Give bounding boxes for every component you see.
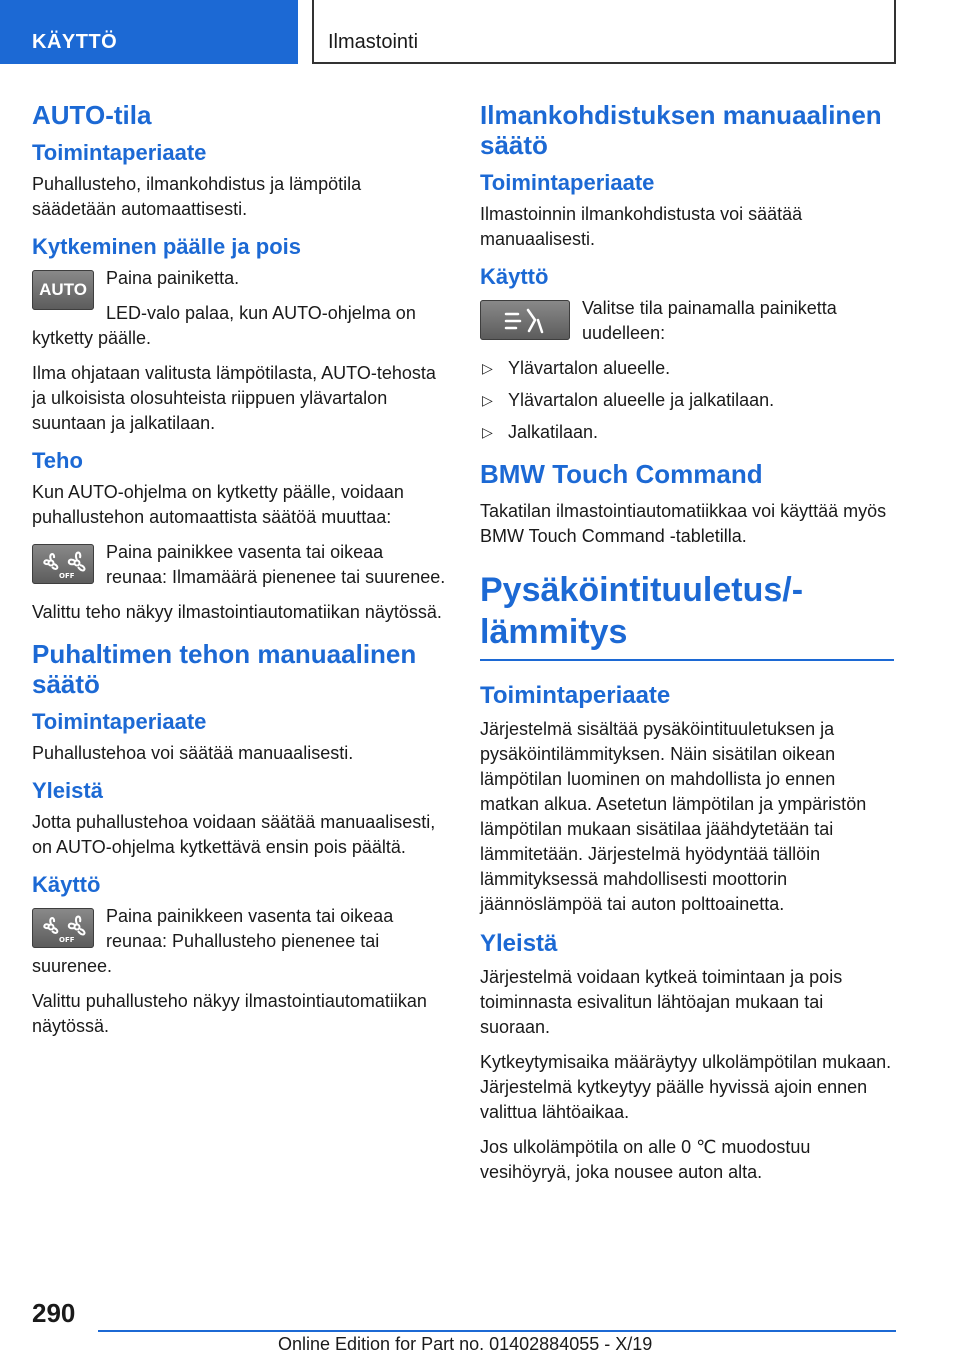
footer-edition: Online Edition for Part no. 01402884055 - X/19 [278,1334,653,1354]
direction-options-list [480,356,894,445]
use-display-text: Valittu puhallusteho näkyy ilmastointiautomatiikan näytössä. [32,991,427,1036]
parking-general-heading: Yleistä [480,930,558,957]
manual-principle-heading: Toimintaperiaate [32,709,207,734]
list-item: ▷ Jalkatilaan. [480,420,894,445]
svg-text:OFF: OFF [59,936,75,944]
auto-mode-title: AUTO-tila [32,100,152,130]
power-display-text: Valittu teho näkyy ilmastointiautomatiikan näytössä. [32,602,442,622]
right-column [480,100,894,1197]
section-tab: KÄYTTÖ [0,0,298,64]
fan-button-icon [32,544,94,584]
parking-principle-text: Järjestelmä sisältää pysäköintituuletuksen ja pysäköintilämmityksen. Näin sisätilan oikean lämpötilan luominen on mahdollista jo ennen matkan alkua. Asetetun lämpötilan ja ympäristön lämpötilan mukaan sisätilaa jäähdytetään tai lämmitetään. Järjestelmä hyödyntää tällöin lämmityksessä mahdollisesti moottorin jäännöslämpöä tai auton polttoainetta. [480,719,867,914]
direction-principle-heading: Toimintaperiaate [480,170,655,195]
principle-heading: Toimintaperiaate [32,140,207,165]
parking-ventilation-title: Pysäköintituuletus/-lämmitys [480,569,894,661]
manual-principle-text: Puhallustehoa voi säätää manuaalisesti. [32,743,354,763]
led-text: LED-valo palaa, kun AUTO-ohjelma on kytketty päälle. [32,303,416,348]
triangle-bullet-icon: ▷ [482,424,493,440]
list-item: ▷ Ylävartalon alueelle. [480,356,894,381]
touch-command-text: Takatilan ilmastointiautomatiikkaa voi käyttää myös BMW Touch Command -tabletilla. [480,501,887,546]
parking-general-text-3: Jos ulkolämpötila on alle 0 ℃ muodostuu vesihöyryä, joka nousee auton alta. [480,1137,811,1182]
onoff-heading: Kytkeminen päälle ja pois [32,234,301,259]
use-button-text: Paina painikkeen vasenta tai oikeaa reunaa: Puhallusteho pienenee tai suurenee. [32,906,394,976]
general-heading: Yleistä [32,778,103,803]
direction-principle-text: Ilmastoinnin ilmankohdistusta voi säätää manuaalisesti. [480,204,803,249]
parking-principle-heading: Toimintaperiaate [480,682,671,709]
parking-general-text-2: Kytkeytymisaika määräytyy ulkolämpötilan mukaan. Järjestelmä kytkeytyy päälle hyvissä ajoin ennen valittua lähtöaikaa. [480,1052,892,1122]
fan-button-icon-2 [32,908,94,948]
footer-divider [98,1330,896,1332]
direction-use-heading: Käyttö [480,264,549,289]
chapter-tab: Ilmastointi [312,0,896,64]
triangle-bullet-icon: ▷ [482,360,493,376]
power-button-text: Paina painikkee vasenta tai oikeaa reunaa: Ilmamäärä pienenee tai suurenee. [106,542,446,587]
general-text: Jotta puhallustehoa voidaan säätää manuaalisesti, on AUTO-ohjelma kytkettävä ensin pois päältä. [32,812,436,857]
touch-command-title: BMW Touch Command [480,459,763,489]
principle-text: Puhallusteho, ilmankohdistus ja lämpötila säädetään automaattisesti. [32,174,362,219]
air-direction-title: Ilmankohdistuksen manuaalinen säätö [480,100,882,160]
manual-fan-title: Puhaltimen tehon manuaalinen säätö [32,639,417,699]
power-heading: Teho [32,448,83,473]
air-distribution-button-icon [480,300,570,340]
left-column [32,100,446,1051]
parking-general-text-1: Järjestelmä voidaan kytkeä toimintaan ja pois toiminnasta esivalitun lähtöajan mukaan tai suoraan. [480,967,843,1037]
power-text: Kun AUTO-ohjelma on kytketty päälle, voidaan puhallustehon automaattista säätöä muuttaa: [32,482,404,527]
use-heading: Käyttö [32,872,101,897]
air-direction-text: Ilma ohjataan valitusta lämpötilasta, AUTO-tehosta ja ulkoisista olosuhteista riippuen ylävartalon suuntaan ja jalkatilaan. [32,363,436,433]
press-text: Paina painiketta. [106,268,240,288]
svg-text:OFF: OFF [59,572,75,580]
direction-use-text: Valitse tila painamalla painiketta uudelleen: [582,298,837,343]
list-item: ▷ Ylävartalon alueelle ja jalkatilaan. [480,388,894,413]
auto-button-icon: AUTO [32,270,94,310]
triangle-bullet-icon: ▷ [482,392,493,408]
page-number: 290 [32,1298,76,1328]
